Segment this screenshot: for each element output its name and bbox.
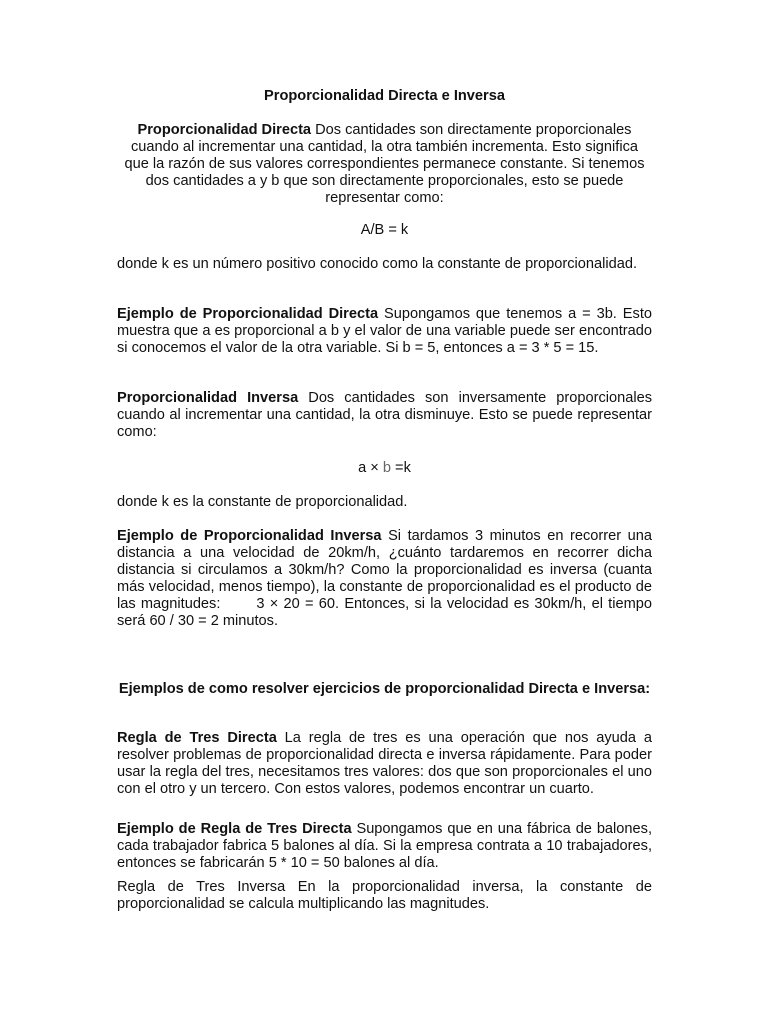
paragraph-rule-example	[117, 821, 652, 872]
paragraph-direct-example	[117, 306, 652, 357]
heading-rule-example: Ejemplo de Regla de Tres Directa	[117, 821, 352, 837]
paragraph-direct-definition	[117, 122, 652, 207]
section2-title: Ejemplos de como resolver ejercicios de proporcionalidad Directa e Inversa:	[118, 681, 651, 697]
paragraph-rule-of-three	[117, 730, 652, 798]
paragraph-rule-inverse: Regla de Tres Inversa En la proporcionalidad inversa, la constante de proporcionalidad se calcula multiplicando las magnitudes.	[117, 879, 652, 912]
text-inverse-example-1: Si tardamos 3 minutos en recorrer una distancia a una velocidad de 20km/h, ¿cuánto tardaremos en recorrer dicha distancia si circulamos a 30km/h? Como la proporcionalidad es inversa (cuanta más velocidad, menos tiempo), la constante de proporcionalidad es el producto de las magnitudes:	[117, 528, 652, 612]
text-direct-definition: Dos cantidades son directamente proporcionales cuando al incrementar una cantidad, la otra también incrementa. Esto significa que la razón de sus valores correspondientes permanece constante. Si tenemos dos cantidades a y b que son directamente proporcionales, esto se puede representar como:	[124, 122, 645, 206]
text-rule-example: Supongamos que en una fábrica de balones, cada trabajador fabrica 5 balones al día. Si la empresa contrata a 10 trabajadores, entonces se fabricarán 5 * 10 = 50 balones al día.	[117, 821, 652, 871]
heading-inverse-example: Ejemplo de Proporcionalidad Inversa	[117, 528, 382, 544]
text-inverse-definition: Dos cantidades son inversamente proporcionales cuando al incrementar una cantidad, la otra disminuye. Esto se puede representar como:	[117, 390, 652, 440]
formula-inverse: a × b =k	[358, 460, 411, 476]
heading-inverse: Proporcionalidad Inversa	[117, 390, 299, 406]
text-rule-direct: La regla de tres es una operación que nos ayuda a resolver problemas de proporcionalidad directa e inversa rápidamente. Para poder usar la regla del tres, necesitamos tres valores: dos que son proporcionales el uno con el otro y un tercero. Con estos valores, podemos encontrar un cuarto.	[117, 730, 652, 797]
heading-direct: Proporcionalidad Directa	[137, 122, 312, 138]
heading-direct-example: Ejemplo de Proporcionalidad Directa	[117, 306, 379, 322]
text-direct-example: Supongamos que tenemos a = 3b. Esto muestra que a es proporcional a b y el valor de una variable puede ser encontrado si conocemos el valor de la otra variable. Si b = 5, entonces a = 3 * 5 = 15.	[117, 306, 652, 356]
paragraph-inverse-example	[117, 528, 652, 630]
heading-rule-direct: Regla de Tres Directa	[117, 730, 277, 746]
paragraph-inverse-constant: donde k es la constante de proporcionalidad.	[117, 494, 408, 510]
document-title: Proporcionalidad Directa e Inversa	[264, 88, 505, 104]
paragraph-inverse-definition	[117, 390, 652, 441]
formula-direct: A/B = k	[360, 222, 409, 238]
paragraph-direct-constant: donde k es un número positivo conocido como la constante de proporcionalidad.	[117, 256, 638, 272]
text-inverse-example-2: 3 × 20 = 60. Entonces, si la velocidad es 30km/h, el tiempo será 60 / 30 = 2 minutos.	[117, 596, 652, 629]
